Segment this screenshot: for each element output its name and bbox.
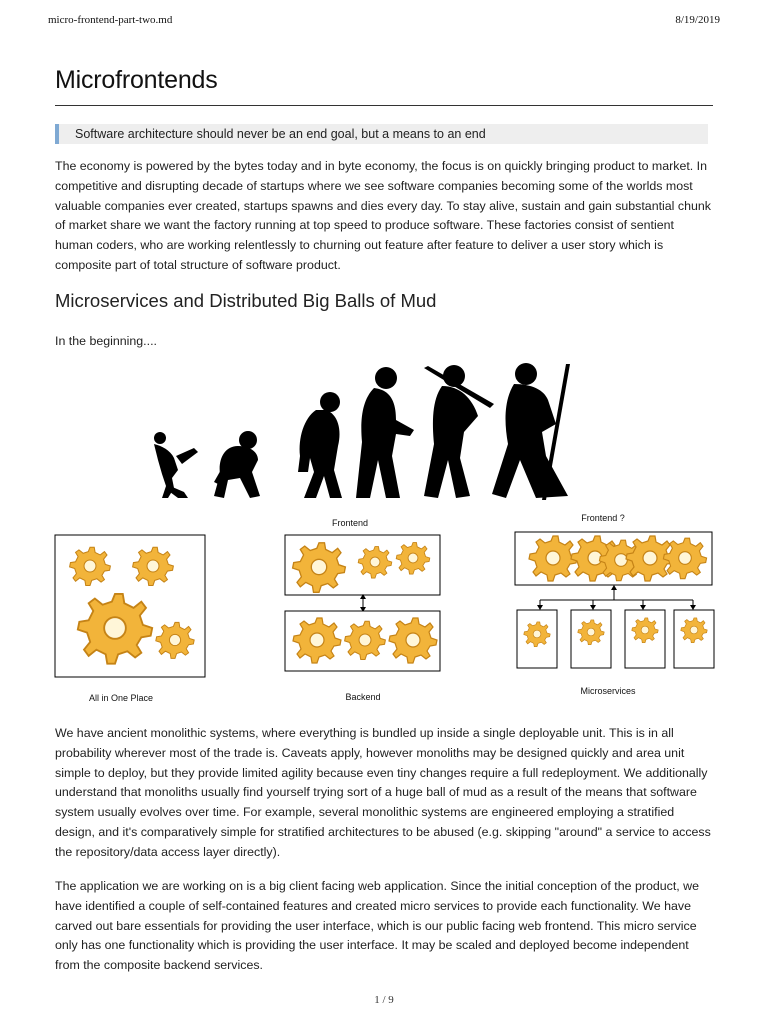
evolution-figure-1	[154, 432, 198, 498]
evolution-figure-5	[424, 365, 494, 498]
paragraph-monoliths: We have ancient monolithic systems, where everything is bundled up inside a single deployable unit. This is in all probability wherever most of the trade is. Caveats apply, however monoliths may be designed quickly and area unit simple to deploy, but they provide limited agility because even tiny changes require a full redeployment. We additionally understand that monoliths usually find yourself trying sort of a huge ball of mud as a result of the means that software system usually evolves over time. For example, several monolithic systems are engineered employing a stratified design, and it's comparatively simple for stratified architectures to be abused (e.g. skipping "around" a service to access the repository/data access layer directly).	[55, 726, 711, 859]
paragraph-application: The application we are working on is a big client facing web application. Since the initial conception of the product, we have identified a couple of self-contained features and created micro services to provide each functionality. We have carved out bare essentials for providing the user interface, which is our public facing web frontend. This micro service only has one functionality which is providing the user interface. It may be scaled and deployed become independent from the composite backend services.	[55, 879, 700, 973]
label-frontend: Frontend	[331, 518, 369, 528]
page-title: Microfrontends	[55, 66, 218, 94]
page-number: 1 / 9	[374, 994, 394, 1006]
evolution-illustration	[148, 360, 578, 510]
file-name: micro-frontend-part-two.md	[48, 14, 173, 26]
label-backend: Backend	[345, 692, 381, 702]
print-date: 8/19/2019	[675, 14, 720, 26]
section-heading: Microservices and Distributed Big Balls of Mud	[55, 290, 437, 311]
label-all-in-one: All in One Place	[88, 693, 154, 703]
beginning-text: In the beginning....	[55, 334, 157, 348]
print-header	[48, 14, 720, 30]
label-frontend-question: Frontend ?	[581, 513, 625, 523]
evolution-figure-3	[298, 392, 342, 498]
title-divider	[55, 105, 713, 106]
intro-paragraph: The economy is powered by the bytes today and in byte economy, the focus is on quickly bringing product to market. In competitive and disrupting decade of startups where we see software companies becoming some of the worlds most valuable companies ever created, startups spawns and dies every day. To stay alive, sustain and gain substantial chunk of market share we want the factory running at top speed to produce software. These factories consist of sentient human coders, who are working relentlessly to churning out feature after feature to deliver a user story which is composite part of total structure of software product.	[55, 159, 711, 272]
evolution-figure-4	[356, 367, 414, 498]
architecture-diagram	[45, 508, 725, 708]
evolution-figure-2	[214, 431, 260, 498]
blockquote: Software architecture should never be an end goal, but a means to an end	[55, 124, 708, 144]
label-microservices: Microservices	[580, 686, 636, 696]
evolution-figure-6	[492, 363, 570, 500]
